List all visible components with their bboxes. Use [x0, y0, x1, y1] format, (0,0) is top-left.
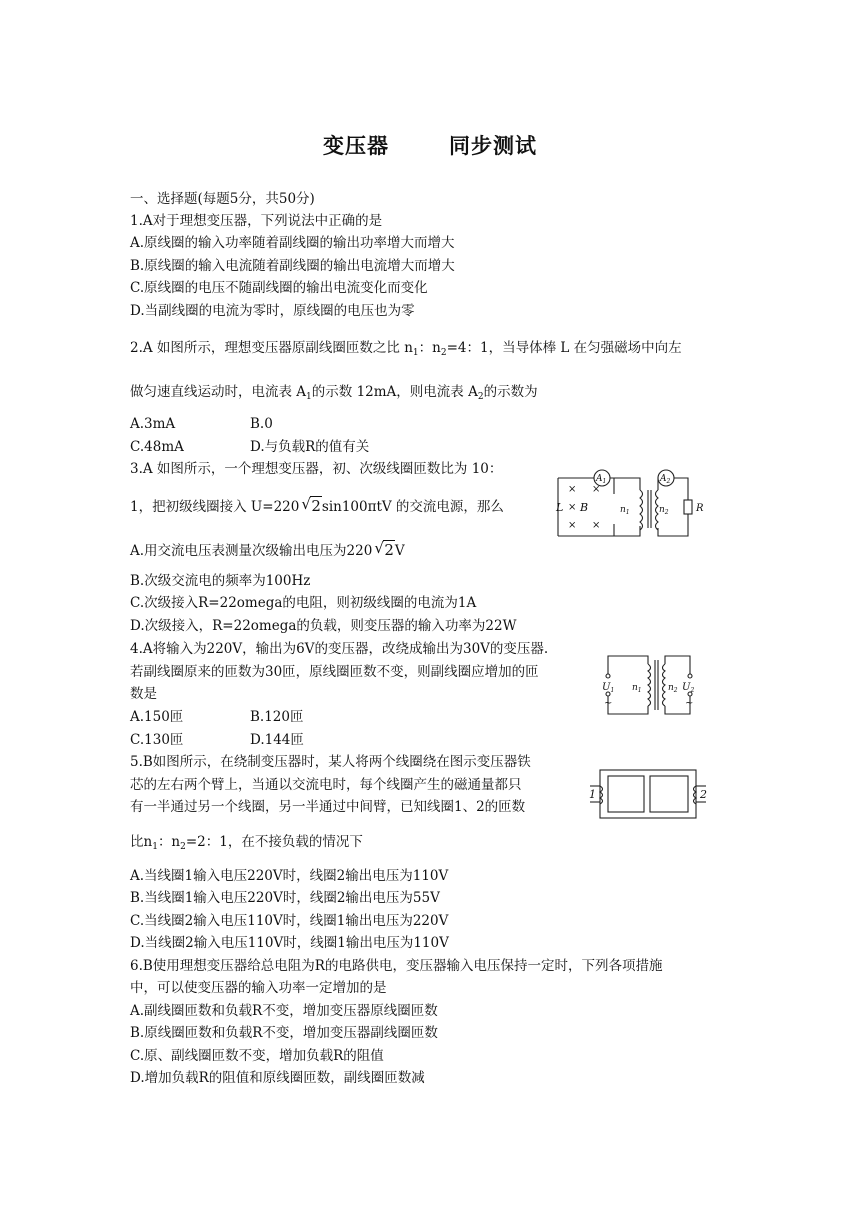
ammeter-a1-label: $A_1$ — [596, 474, 607, 485]
q4-stem-line3: 数是 — [130, 686, 157, 702]
q3-option-d: D.次级接入，R=22omega的负载，则变压器的输入功率为22W — [130, 618, 517, 634]
sqrt-symbol: √ 2 — [301, 495, 321, 515]
n2-label: $n_2$ — [668, 683, 678, 694]
q3-stem-line1: 3.A 如图所示，一个理想变压器，初、次级线圈匝数比为 10： — [130, 461, 503, 477]
q6-option-c: C.原、副线圈匝数不变，增加负载R的阻值 — [130, 1048, 384, 1064]
q1-option-b: B.原线圈的输入电流随着副线圈的输出电流增大而增大 — [130, 258, 455, 274]
q4-option-b: B.120匝 — [250, 709, 304, 725]
q5-core-figure — [586, 764, 711, 824]
title-subtitle: 同步测试 — [449, 134, 537, 158]
q1-option-d: D.当副线圈的电流为零时，原线圈的电压也为零 — [130, 303, 415, 319]
q5-stem-line3: 有一半通过另一个线圈，另一半通过中间臂，已知线圈1、2的匝数 — [130, 799, 526, 815]
q2-stem-line2: 做匀速直线运动时，电流表 $A_1$的示数 12mA，则电流表 $A_2$的示数为 — [130, 384, 538, 402]
q5-option-a: A.当线圈1输入电压220V时，线圈2输出电压为110V — [130, 868, 449, 884]
q3-circuit-figure — [548, 466, 708, 546]
n1-label: $n_1$ — [632, 683, 642, 694]
q5-stem-line1: 5.B如图所示，在绕制变压器时，某人将两个线圈绕在图示变压器铁 — [130, 754, 531, 770]
q3-option-b: B.次级交流电的频率为100Hz — [130, 573, 311, 589]
coil-1-label: 1 — [589, 788, 596, 801]
q4-transformer-figure — [594, 650, 704, 720]
q1-option-c: C.原线圈的电压不随副线圈的输出电流变化而变化 — [130, 280, 428, 296]
q6-option-a: A.副线圈匝数和负载R不变，增加变压器原线圈匝数 — [130, 1003, 438, 1019]
u1-label: $U_1$ — [602, 682, 615, 694]
q5-option-d: D.当线圈2输入电压110V时，线圈1输出电压为110V — [130, 935, 449, 951]
q1-option-a: A.原线圈的输入功率随着副线圈的输出功率增大而增大 — [130, 235, 455, 251]
resistor-label-r: R — [696, 503, 704, 514]
q6-option-b: B.原线圈匝数和负载R不变，增加变压器副线圈匝数 — [130, 1025, 438, 1041]
field-label-b: B — [580, 501, 589, 514]
n2-label: $n_2$ — [659, 505, 669, 516]
q2-option-d: D.与负载R的值有关 — [250, 439, 370, 455]
title-topic: 变压器 — [323, 134, 389, 158]
q5-option-b: B.当线圈1输入电压220V时，线圈2输出电压为55V — [130, 890, 440, 906]
coil-2-label: 2 — [700, 788, 707, 801]
ammeter-a2-label: $A_2$ — [660, 474, 671, 485]
q3-option-c: C.次级接入R=22omega的电阻，则初级线圈的电流为1A — [130, 595, 477, 611]
q2-option-a: A.3mA — [130, 416, 176, 432]
q1-stem: 1.A对于理想变压器，下列说法中正确的是 — [130, 213, 383, 229]
svg-text:×: × — [568, 520, 577, 531]
rod-label-l: L — [556, 501, 564, 514]
q2-option-c: C.48mA — [130, 439, 184, 455]
q4-stem-line2: 若副线圈原来的匝数为30匝，原线圈匝数不变，则副线圈应增加的匝 — [130, 664, 539, 680]
q2-stem-line1: 2.A 如图所示，理想变压器原副线圈匝数之比 $n_1$：$n_2=4$：1，当导体棒 L 在匀强磁场中向左 — [130, 340, 682, 358]
q4-option-a: A.150匝 — [130, 709, 184, 725]
svg-text:×: × — [568, 502, 577, 513]
q3-stem-line2: 1，把初级线圈接入 U=220 √ 2sin100πtV 的交流电源，那么 — [130, 495, 504, 515]
q6-stem-line1: 6.B使用理想变压器给总电阻为R的电路供电，变压器输入电压保持一定时，下列各项措施 — [130, 958, 663, 974]
sqrt-symbol: √ 2 — [374, 539, 394, 559]
q3-option-a: A.用交流电压表测量次级输出电压为220 √ 2V — [130, 539, 405, 559]
q5-stem-line4: 比$n_1$：$n_2=2$：1，在不接负载的情况下 — [130, 834, 363, 852]
svg-text:×: × — [568, 484, 577, 495]
q4-stem-line1: 4.A将输入为220V，输出为6V的变压器，改绕成输出为30V的变压器. — [130, 641, 549, 657]
u2-label: $U_2$ — [682, 682, 695, 694]
svg-text:~: ~ — [685, 698, 694, 709]
q6-stem-line2: 中，可以使变压器的输入功率一定增加的是 — [130, 980, 387, 996]
q5-stem-line2: 芯的左右两个臂上，当通以交流电时，每个线圈产生的磁通量都只 — [130, 777, 522, 793]
page-title — [0, 130, 860, 160]
q4-option-c: C.130匝 — [130, 732, 184, 748]
q5-option-c: C.当线圈2输入电压110V时，线圈1输出电压为220V — [130, 913, 449, 929]
svg-text:~: ~ — [604, 698, 613, 709]
section-heading: 一、选择题(每题5分，共50分) — [130, 191, 315, 207]
q6-option-d: D.增加负载R的阻值和原线圈匝数，副线圈匝数减 — [130, 1070, 425, 1086]
q2-option-b: B.0 — [250, 416, 273, 432]
q4-option-d: D.144匝 — [250, 732, 304, 748]
svg-text:×: × — [592, 520, 601, 531]
n1-label: $n_1$ — [620, 505, 630, 516]
svg-text:×: × — [592, 484, 601, 495]
